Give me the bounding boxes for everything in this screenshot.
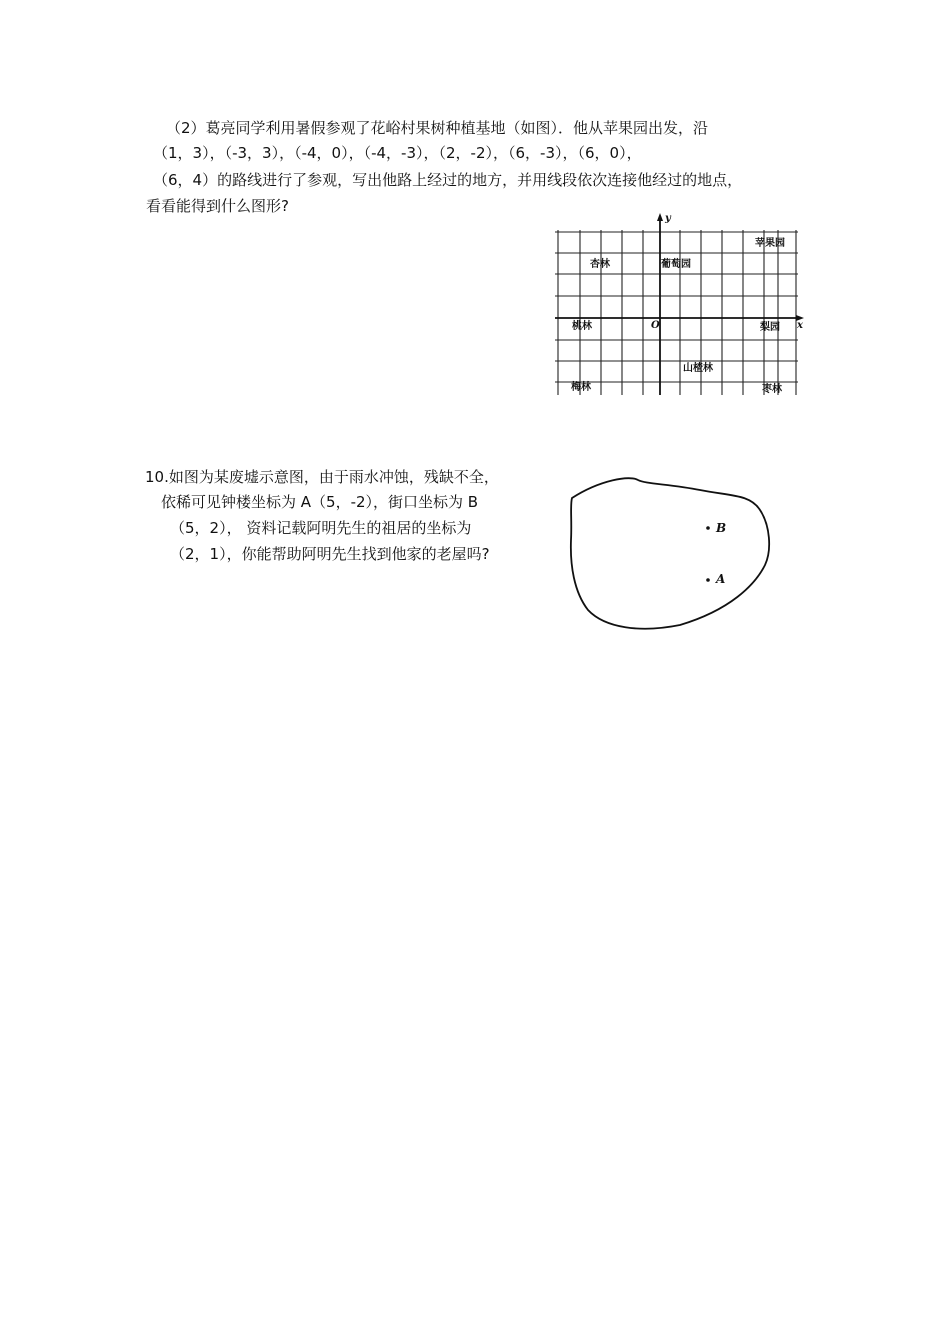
question-9-line-1: （2）葛亮同学利用暑假参观了花峪村果树种植基地（如图）．他从苹果园出发，沿: [166, 119, 709, 137]
question-9-line-2: （1，3），（-3，3），（-4，0），（-4，-3），（2，-2），（6，-3），（6，0），: [153, 144, 642, 162]
x-axis-label: x: [797, 320, 803, 331]
point-a-label: A: [716, 572, 726, 586]
point-b-label: B: [716, 521, 727, 535]
ruins-boundary: [571, 478, 769, 629]
origin-label: O: [651, 320, 660, 331]
label-hawthorn-grove: 山楂林: [683, 363, 713, 374]
point-b-dot: [706, 526, 710, 530]
question-9-line-4: 看看能得到什么图形?: [146, 197, 289, 215]
label-jujube-grove: 枣林: [762, 384, 782, 395]
question-10-line-2: 依稀可见钟楼坐标为 A（5，-2），街口坐标为 B: [161, 493, 479, 511]
y-axis-label: y: [665, 213, 671, 224]
label-apricot-grove: 杏林: [590, 259, 610, 270]
label-plum-grove: 梅林: [571, 382, 591, 393]
point-a-dot: [706, 578, 710, 582]
label-apple-orchard: 苹果园: [755, 238, 785, 249]
question-10-line-4: （2，1），你能帮助阿明先生找到他家的老屋吗?: [170, 545, 490, 563]
label-vineyard: 葡萄园: [661, 259, 691, 270]
orchard-grid-figure: [550, 210, 810, 400]
question-10-line-3: （5，2）， 资料记载阿明先生的祖居的坐标为: [170, 519, 472, 537]
question-9-line-3: （6，4）的路线进行了参观，写出他路上经过的地方，并用线段依次连接他经过的地点，: [153, 171, 743, 189]
ruins-map-figure: [560, 470, 780, 640]
grid-lines: [555, 230, 798, 395]
label-pear-orchard: 梨园: [760, 322, 780, 333]
question-10-line-1: 10.如图为某废墟示意图，由于雨水冲蚀，残缺不全，: [145, 468, 499, 486]
label-peach-grove: 桃林: [572, 321, 592, 332]
